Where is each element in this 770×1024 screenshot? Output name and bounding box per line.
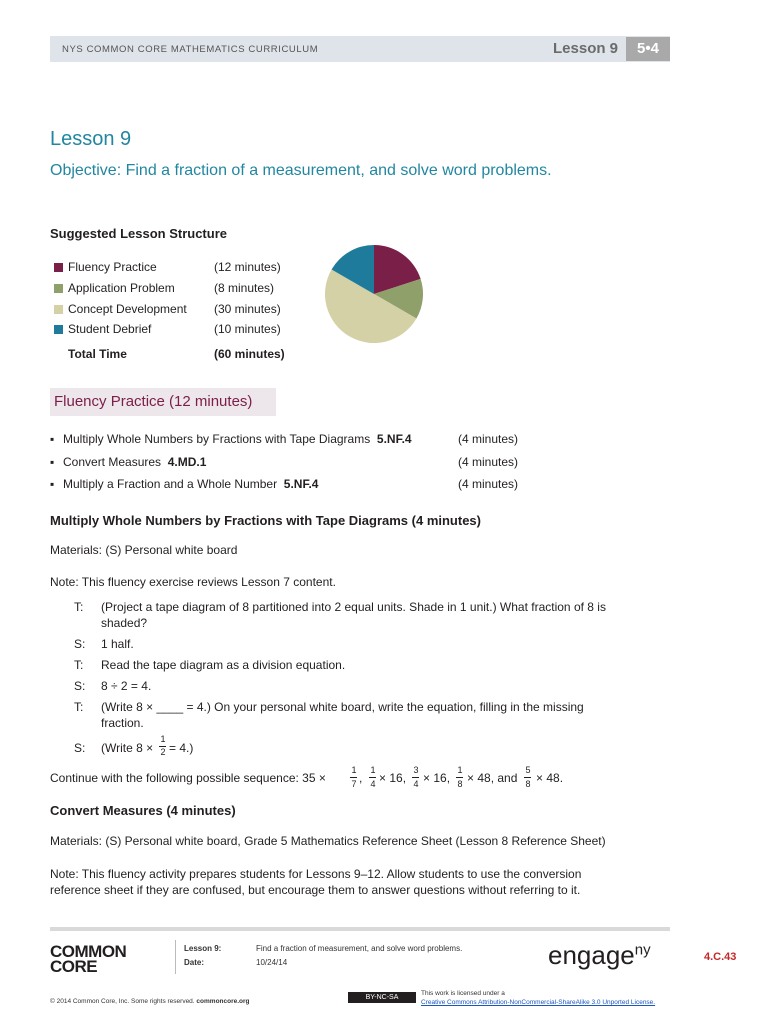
fraction-bar (524, 777, 531, 778)
speaker: T: (74, 700, 84, 714)
section2-heading: Convert Measures (4 minutes) (50, 803, 236, 818)
bullet-icon: ▪ (50, 477, 55, 491)
dialog-line: shaded? (101, 616, 148, 630)
legend-time: (8 minutes) (214, 281, 275, 295)
dialog-line: (Write 8 × ____ = 4.) On your personal white board, write the equation, filling in the missing (101, 700, 584, 714)
footer-divider (175, 940, 176, 974)
section2-note: Note: This fluency activity prepares students for Lessons 9–12. Allow students to use the conversion (50, 867, 582, 881)
sequence-text: , (359, 771, 363, 785)
legend-time: (10 minutes) (214, 322, 281, 336)
lesson-title: Lesson 9 (50, 128, 132, 150)
fluency-heading: Fluency Practice (12 minutes) (54, 393, 253, 410)
cc-license-badge: BY-NC-SA (348, 992, 416, 1003)
fluency-item: Multiply Whole Numbers by Fractions with Tape Diagrams 5.NF.4 (63, 432, 412, 446)
total-label: Total Time (68, 347, 127, 361)
legend-label: Student Debrief (68, 322, 152, 336)
footer-date-label: Date: (184, 958, 205, 967)
fraction-denominator: 8 (457, 779, 463, 789)
section2-materials: Materials: (S) Personal white board, Grade 5 Mathematics Reference Sheet (Lesson 8 Reference Sheet) (50, 834, 606, 848)
section1-heading: Multiply Whole Numbers by Fractions with Tape Diagrams (4 minutes) (50, 513, 481, 528)
fluency-time: (4 minutes) (458, 432, 519, 446)
legend-label: Concept Development (68, 302, 187, 316)
footer-lesson-value: Find a fraction of measurement, and solve word problems. (256, 944, 463, 953)
speaker: S: (74, 741, 86, 755)
bullet-icon: ▪ (50, 455, 55, 469)
sequence-text: × 16, (379, 771, 407, 785)
fraction-numerator: 1 (370, 765, 376, 775)
speaker: S: (74, 679, 86, 693)
fluency-time: (4 minutes) (458, 455, 519, 469)
legend-swatch-application (54, 284, 63, 293)
footer-lesson-label: Lesson 9: (184, 944, 222, 953)
sequence-text: × 16, (423, 771, 451, 785)
legend-swatch-fluency (54, 263, 63, 272)
legend-label: Application Problem (68, 281, 175, 295)
curriculum-title: NYS COMMON CORE MATHEMATICS CURRICULUM (62, 44, 319, 55)
fraction-bar (412, 777, 419, 778)
dialog-line: 8 ÷ 2 = 4. (101, 679, 152, 693)
fraction-denominator: 2 (160, 747, 166, 757)
fraction-denominator: 7 (351, 779, 357, 789)
section2-note: reference sheet if they are confused, but encourage them to answer questions without referring to it. (50, 883, 581, 897)
objective: Objective: Find a fraction of a measurement, and solve word problems. (50, 162, 552, 179)
dialog-line: fraction. (101, 716, 144, 730)
common-core-logo: COMMON CORE (50, 942, 127, 976)
bullet-icon: ▪ (50, 432, 55, 446)
fraction-numerator: 5 (525, 765, 531, 775)
legend-swatch-debrief (54, 325, 63, 334)
sequence-text: × 48, and (467, 771, 518, 785)
section1-materials: Materials: (S) Personal white board (50, 543, 238, 557)
speaker: T: (74, 658, 84, 672)
fluency-item: Multiply a Fraction and a Whole Number 5.NF.4 (63, 477, 319, 491)
footer-rule (50, 927, 670, 931)
header-lesson: Lesson 9 (553, 40, 619, 57)
legend-label: Fluency Practice (68, 260, 157, 274)
dialog-line: (Project a tape diagram of 8 partitioned into 2 equal units. Shade in 1 unit.) What fraction of 8 is (101, 600, 606, 614)
legend-time: (30 minutes) (214, 302, 281, 316)
section1-note: Note: This fluency exercise reviews Lesson 7 content. (50, 575, 336, 589)
lesson-pie-chart (324, 244, 424, 344)
dialog-line: = 4.) (169, 741, 194, 755)
sequence-text: × 48. (536, 771, 564, 785)
license-link[interactable]: Creative Commons Attribution-NonCommercial-ShareAlike 3.0 Unported License. (421, 999, 656, 1006)
fraction-bar (369, 777, 376, 778)
page-number: 4.C.43 (704, 951, 737, 963)
license-text: This work is licensed under a (421, 990, 505, 997)
fraction-denominator: 8 (525, 779, 531, 789)
fraction-bar (350, 777, 357, 778)
fraction-numerator: 3 (413, 765, 419, 775)
structure-heading: Suggested Lesson Structure (50, 226, 227, 241)
copyright: © 2014 Common Core, Inc. Some rights reserved. commoncore.org (50, 998, 250, 1005)
footer-date-value: 10/24/14 (256, 958, 288, 967)
fluency-time: (4 minutes) (458, 477, 519, 491)
dialog-line: Read the tape diagram as a division equation. (101, 658, 346, 672)
module-badge: 5•4 (626, 37, 670, 61)
fluency-item: Convert Measures 4.MD.1 (63, 455, 207, 469)
legend-swatch-concept (54, 305, 63, 314)
fraction-numerator: 1 (160, 734, 166, 744)
fraction-numerator: 1 (351, 765, 357, 775)
fraction-numerator: 1 (457, 765, 463, 775)
fraction-bar (456, 777, 463, 778)
fraction-denominator: 4 (413, 779, 419, 789)
engageny-logo: engage$^{ny}$ (548, 940, 651, 970)
total-time: (60 minutes) (214, 347, 285, 361)
dialog-line: (Write 8 × (101, 741, 154, 755)
continue-prefix: Continue with the following possible sequence: 35 × (50, 771, 326, 785)
speaker: T: (74, 600, 84, 614)
legend-time: (12 minutes) (214, 260, 281, 274)
dialog-line: 1 half. (101, 637, 134, 651)
speaker: S: (74, 637, 86, 651)
fraction-denominator: 4 (370, 779, 376, 789)
